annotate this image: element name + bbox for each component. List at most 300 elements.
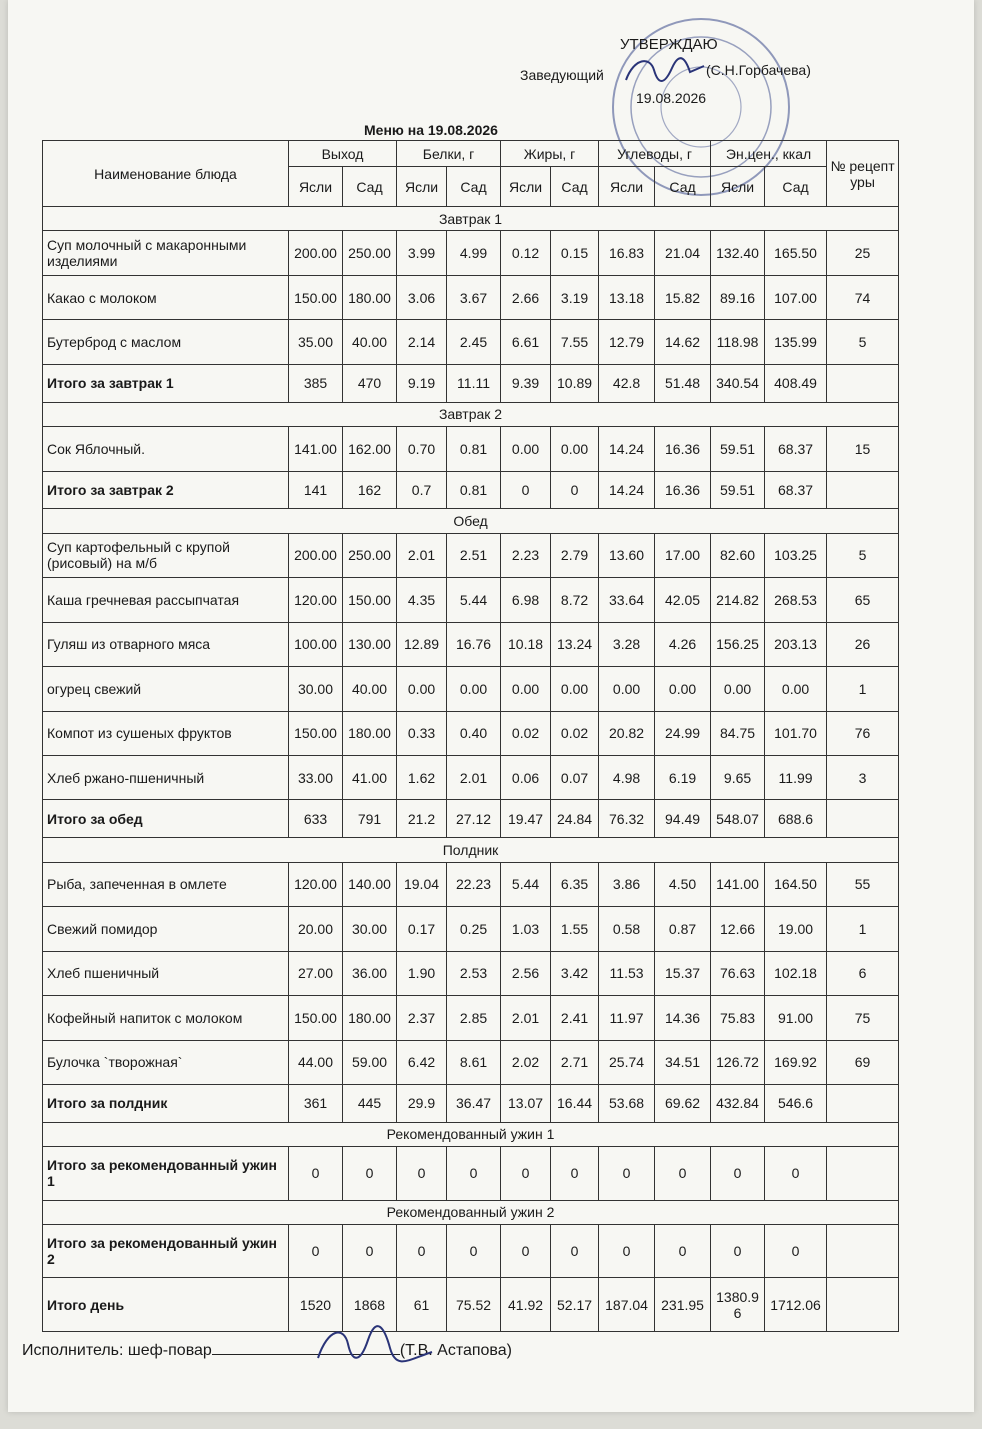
value-cell: 4.26 — [655, 622, 711, 666]
value-cell: 4.50 — [655, 862, 711, 906]
value-cell: 6.35 — [551, 862, 599, 906]
value-cell: 0 — [711, 1225, 765, 1278]
value-cell: 0.40 — [447, 711, 501, 755]
value-cell: 2.71 — [551, 1040, 599, 1084]
dish-name: Хлеб пшеничный — [43, 951, 289, 995]
dish-name: Булочка `творожная` — [43, 1040, 289, 1084]
value-cell: 2.41 — [551, 996, 599, 1040]
value-cell: 0.7 — [397, 471, 447, 509]
value-cell: 0 — [765, 1147, 827, 1200]
value-cell: 150.00 — [343, 578, 397, 622]
value-cell: 791 — [343, 800, 397, 838]
value-cell: 4.98 — [599, 756, 655, 800]
value-cell: 68.37 — [765, 471, 827, 509]
value-cell: 187.04 — [599, 1278, 655, 1332]
col-energy-garden: Сад — [765, 167, 827, 207]
value-cell: 25.74 — [599, 1040, 655, 1084]
value-cell: 0.00 — [711, 667, 765, 711]
value-cell: 44.00 — [289, 1040, 343, 1084]
dish-name: Хлеб ржано-пшеничный — [43, 756, 289, 800]
value-cell: 0 — [551, 1147, 599, 1200]
section-row — [43, 838, 899, 862]
value-cell: 0.07 — [551, 756, 599, 800]
value-cell: 0.33 — [397, 711, 447, 755]
value-cell: 36.47 — [447, 1084, 501, 1122]
value-cell: 2.66 — [501, 275, 551, 319]
value-cell: 59.00 — [343, 1040, 397, 1084]
value-cell: 0 — [289, 1147, 343, 1200]
total-row — [43, 800, 899, 838]
value-cell: 3.67 — [447, 275, 501, 319]
value-cell: 2.01 — [397, 533, 447, 577]
value-cell — [827, 471, 899, 509]
value-cell: 89.16 — [711, 275, 765, 319]
dish-name: Суп молочный с макаронными изделиями — [43, 231, 289, 275]
section-row — [43, 1200, 899, 1224]
value-cell: 180.00 — [343, 996, 397, 1040]
value-cell — [827, 1084, 899, 1122]
value-cell: 120.00 — [289, 862, 343, 906]
value-cell: 5.44 — [501, 862, 551, 906]
value-cell: 200.00 — [289, 533, 343, 577]
value-cell: 231.95 — [655, 1278, 711, 1332]
value-cell: 214.82 — [711, 578, 765, 622]
value-cell: 41.92 — [501, 1278, 551, 1332]
value-cell: 1.62 — [397, 756, 447, 800]
value-cell: 15.37 — [655, 951, 711, 995]
value-cell: 22.23 — [447, 862, 501, 906]
value-cell: 340.54 — [711, 364, 765, 402]
value-cell: 140.00 — [343, 862, 397, 906]
menu-sheet — [8, 0, 974, 1412]
value-cell: 0 — [551, 1225, 599, 1278]
value-cell: 103.25 — [765, 533, 827, 577]
value-cell: 4.99 — [447, 231, 501, 275]
value-cell: 82.60 — [711, 533, 765, 577]
value-cell: 42.05 — [655, 578, 711, 622]
total-row — [43, 1225, 899, 1278]
value-cell: 0.58 — [599, 907, 655, 951]
value-cell: 126.72 — [711, 1040, 765, 1084]
value-cell: 548.07 — [711, 800, 765, 838]
value-cell: 16.76 — [447, 622, 501, 666]
table-row — [43, 667, 899, 711]
value-cell: 59.51 — [711, 427, 765, 471]
value-cell: 2.51 — [447, 533, 501, 577]
value-cell: 10.18 — [501, 622, 551, 666]
value-cell: 130.00 — [343, 622, 397, 666]
value-cell: 2.56 — [501, 951, 551, 995]
table-row — [43, 231, 899, 275]
value-cell: 91.00 — [765, 996, 827, 1040]
col-energy-nursery: Ясли — [711, 167, 765, 207]
value-cell: 470 — [343, 364, 397, 402]
value-cell: 0.70 — [397, 427, 447, 471]
value-cell: 30.00 — [289, 667, 343, 711]
col-dish: Наименование блюда — [43, 141, 289, 207]
value-cell: 0.00 — [501, 427, 551, 471]
dish-name: Итого за рекомендованный ужин 1 — [43, 1147, 289, 1200]
value-cell: 361 — [289, 1084, 343, 1122]
dish-name: Каша гречневая рассыпчатая — [43, 578, 289, 622]
value-cell: 688.6 — [765, 800, 827, 838]
dish-name: Компот из сушеных фруктов — [43, 711, 289, 755]
value-cell: 180.00 — [343, 711, 397, 755]
dish-name: Итого день — [43, 1278, 289, 1332]
value-cell: 5 — [827, 320, 899, 364]
value-cell: 25 — [827, 231, 899, 275]
value-cell: 0.15 — [551, 231, 599, 275]
value-cell: 84.75 — [711, 711, 765, 755]
value-cell: 3.42 — [551, 951, 599, 995]
value-cell: 0 — [599, 1225, 655, 1278]
value-cell: 21.04 — [655, 231, 711, 275]
table-row — [43, 711, 899, 755]
value-cell: 14.24 — [599, 471, 655, 509]
value-cell: 27.00 — [289, 951, 343, 995]
value-cell: 0 — [343, 1147, 397, 1200]
value-cell: 2.79 — [551, 533, 599, 577]
dish-name: Итого за завтрак 2 — [43, 471, 289, 509]
value-cell: 0.17 — [397, 907, 447, 951]
value-cell: 3.28 — [599, 622, 655, 666]
col-energy: Эн.цен., ккал — [711, 141, 827, 167]
value-cell: 19.00 — [765, 907, 827, 951]
value-cell: 12.79 — [599, 320, 655, 364]
col-output-nursery: Ясли — [289, 167, 343, 207]
value-cell: 10.89 — [551, 364, 599, 402]
value-cell: 0.81 — [447, 427, 501, 471]
dish-name: Какао с молоком — [43, 275, 289, 319]
value-cell: 6.61 — [501, 320, 551, 364]
value-cell: 3.99 — [397, 231, 447, 275]
section-title: Рекомендованный ужин 2 — [43, 1200, 899, 1224]
value-cell: 12.66 — [711, 907, 765, 951]
value-cell — [827, 1147, 899, 1200]
value-cell: 0.25 — [447, 907, 501, 951]
value-cell: 250.00 — [343, 533, 397, 577]
section-row — [43, 207, 899, 231]
value-cell: 4.35 — [397, 578, 447, 622]
dish-name: Рыба, запеченная в омлете — [43, 862, 289, 906]
value-cell: 69 — [827, 1040, 899, 1084]
head-label: Заведующий — [520, 67, 604, 83]
value-cell: 0 — [343, 1225, 397, 1278]
value-cell: 8.61 — [447, 1040, 501, 1084]
value-cell: 0.02 — [501, 711, 551, 755]
value-cell: 53.68 — [599, 1084, 655, 1122]
value-cell: 102.18 — [765, 951, 827, 995]
col-output: Выход — [289, 141, 397, 167]
menu-table — [42, 140, 899, 1332]
value-cell: 24.99 — [655, 711, 711, 755]
value-cell: 0 — [599, 1147, 655, 1200]
value-cell: 33.00 — [289, 756, 343, 800]
value-cell: 76.63 — [711, 951, 765, 995]
value-cell: 0 — [655, 1225, 711, 1278]
value-cell: 16.36 — [655, 427, 711, 471]
dish-name: Суп картофельный с крупой (рисовый) на м/б — [43, 533, 289, 577]
value-cell: 34.51 — [655, 1040, 711, 1084]
value-cell: 9.19 — [397, 364, 447, 402]
value-cell: 41.00 — [343, 756, 397, 800]
value-cell: 0 — [501, 1147, 551, 1200]
value-cell: 11.99 — [765, 756, 827, 800]
dish-name: Итого за полдник — [43, 1084, 289, 1122]
value-cell: 19.47 — [501, 800, 551, 838]
value-cell: 0 — [397, 1225, 447, 1278]
value-cell: 164.50 — [765, 862, 827, 906]
value-cell: 1520 — [289, 1278, 343, 1332]
value-cell: 2.02 — [501, 1040, 551, 1084]
value-cell: 1868 — [343, 1278, 397, 1332]
menu-title: Меню на 19.08.2026 — [364, 122, 498, 138]
section-title: Завтрак 2 — [43, 402, 899, 426]
value-cell: 13.24 — [551, 622, 599, 666]
section-title: Полдник — [43, 838, 899, 862]
value-cell: 0 — [765, 1225, 827, 1278]
value-cell: 2.53 — [447, 951, 501, 995]
value-cell: 24.84 — [551, 800, 599, 838]
value-cell — [827, 800, 899, 838]
value-cell: 0 — [501, 1225, 551, 1278]
value-cell: 11.97 — [599, 996, 655, 1040]
value-cell: 100.00 — [289, 622, 343, 666]
value-cell: 11.11 — [447, 364, 501, 402]
value-cell: 200.00 — [289, 231, 343, 275]
value-cell: 75 — [827, 996, 899, 1040]
table-row — [43, 907, 899, 951]
value-cell: 0.00 — [501, 667, 551, 711]
value-cell: 68.37 — [765, 427, 827, 471]
value-cell: 162 — [343, 471, 397, 509]
value-cell: 2.01 — [501, 996, 551, 1040]
value-cell: 14.24 — [599, 427, 655, 471]
executor-label: Исполнитель: шеф-повар — [22, 1342, 212, 1359]
value-cell: 0.00 — [397, 667, 447, 711]
value-cell: 76 — [827, 711, 899, 755]
dish-name: огурец свежий — [43, 667, 289, 711]
approve-date: 19.08.2026 — [636, 90, 707, 106]
value-cell: 0.02 — [551, 711, 599, 755]
value-cell: 40.00 — [343, 320, 397, 364]
value-cell: 203.13 — [765, 622, 827, 666]
value-cell — [827, 1225, 899, 1278]
value-cell — [827, 1278, 899, 1332]
value-cell: 250.00 — [343, 231, 397, 275]
total-row — [43, 1278, 899, 1332]
total-row — [43, 1147, 899, 1200]
value-cell: 107.00 — [765, 275, 827, 319]
value-cell: 141.00 — [289, 427, 343, 471]
value-cell: 2.37 — [397, 996, 447, 1040]
value-cell: 150.00 — [289, 275, 343, 319]
value-cell: 156.25 — [711, 622, 765, 666]
value-cell: 2.45 — [447, 320, 501, 364]
value-cell: 65 — [827, 578, 899, 622]
value-cell: 74 — [827, 275, 899, 319]
value-cell: 8.72 — [551, 578, 599, 622]
col-fats-nursery: Ясли — [501, 167, 551, 207]
value-cell: 13.60 — [599, 533, 655, 577]
value-cell: 268.53 — [765, 578, 827, 622]
value-cell: 5.44 — [447, 578, 501, 622]
table-row — [43, 320, 899, 364]
value-cell: 7.55 — [551, 320, 599, 364]
value-cell: 16.44 — [551, 1084, 599, 1122]
col-proteins-nursery: Ясли — [397, 167, 447, 207]
value-cell: 0 — [447, 1147, 501, 1200]
value-cell: 180.00 — [343, 275, 397, 319]
value-cell: 0 — [655, 1147, 711, 1200]
value-cell: 3.19 — [551, 275, 599, 319]
total-row — [43, 471, 899, 509]
dish-name: Свежий помидор — [43, 907, 289, 951]
table-row — [43, 275, 899, 319]
value-cell: 141 — [289, 471, 343, 509]
value-cell: 29.9 — [397, 1084, 447, 1122]
table-row — [43, 622, 899, 666]
value-cell: 9.65 — [711, 756, 765, 800]
dish-name: Итого за завтрак 1 — [43, 364, 289, 402]
value-cell: 94.49 — [655, 800, 711, 838]
value-cell: 13.07 — [501, 1084, 551, 1122]
value-cell: 0.00 — [551, 427, 599, 471]
value-cell: 1380.96 — [711, 1278, 765, 1332]
value-cell: 0.81 — [447, 471, 501, 509]
menu-body — [43, 207, 899, 1332]
value-cell: 13.18 — [599, 275, 655, 319]
value-cell: 6.19 — [655, 756, 711, 800]
col-carbs: Углеводы, г — [599, 141, 711, 167]
value-cell: 546.6 — [765, 1084, 827, 1122]
value-cell: 1 — [827, 907, 899, 951]
section-row — [43, 509, 899, 533]
value-cell: 55 — [827, 862, 899, 906]
dish-name: Итого за рекомендованный ужин 2 — [43, 1225, 289, 1278]
value-cell: 408.49 — [765, 364, 827, 402]
value-cell: 6 — [827, 951, 899, 995]
value-cell: 132.40 — [711, 231, 765, 275]
value-cell: 2.14 — [397, 320, 447, 364]
value-cell: 14.36 — [655, 996, 711, 1040]
value-cell: 0.00 — [447, 667, 501, 711]
value-cell: 1.90 — [397, 951, 447, 995]
section-title: Завтрак 1 — [43, 207, 899, 231]
col-proteins-garden: Сад — [447, 167, 501, 207]
col-output-garden: Сад — [343, 167, 397, 207]
value-cell: 33.64 — [599, 578, 655, 622]
executor-name: (Т.В. Астапова) — [399, 1342, 512, 1359]
value-cell: 21.2 — [397, 800, 447, 838]
col-carbs-nursery: Ясли — [599, 167, 655, 207]
value-cell: 445 — [343, 1084, 397, 1122]
value-cell: 0.06 — [501, 756, 551, 800]
value-cell: 385 — [289, 364, 343, 402]
col-recipe: № рецептуры — [827, 141, 899, 207]
value-cell: 26 — [827, 622, 899, 666]
col-carbs-garden: Сад — [655, 167, 711, 207]
value-cell: 11.53 — [599, 951, 655, 995]
value-cell: 0.12 — [501, 231, 551, 275]
signature-line — [212, 1340, 400, 1355]
value-cell: 101.70 — [765, 711, 827, 755]
dish-name: Сок Яблочный. — [43, 427, 289, 471]
value-cell: 0.87 — [655, 907, 711, 951]
value-cell: 2.23 — [501, 533, 551, 577]
value-cell: 0 — [447, 1225, 501, 1278]
col-fats: Жиры, г — [501, 141, 599, 167]
value-cell: 40.00 — [343, 667, 397, 711]
value-cell: 3 — [827, 756, 899, 800]
value-cell: 52.17 — [551, 1278, 599, 1332]
value-cell: 5 — [827, 533, 899, 577]
value-cell: 2.01 — [447, 756, 501, 800]
section-title: Обед — [43, 509, 899, 533]
value-cell: 0.00 — [599, 667, 655, 711]
value-cell: 3.06 — [397, 275, 447, 319]
table-row — [43, 427, 899, 471]
dish-name: Бутерброд с маслом — [43, 320, 289, 364]
value-cell: 15.82 — [655, 275, 711, 319]
table-row — [43, 996, 899, 1040]
value-cell: 0.00 — [551, 667, 599, 711]
total-row — [43, 1084, 899, 1122]
approve-label: УТВЕРЖДАЮ — [620, 36, 718, 53]
value-cell: 0.00 — [655, 667, 711, 711]
value-cell: 432.84 — [711, 1084, 765, 1122]
value-cell: 165.50 — [765, 231, 827, 275]
value-cell: 0 — [551, 471, 599, 509]
value-cell: 15 — [827, 427, 899, 471]
value-cell: 27.12 — [447, 800, 501, 838]
value-cell: 20.82 — [599, 711, 655, 755]
value-cell: 0 — [397, 1147, 447, 1200]
total-row — [43, 364, 899, 402]
value-cell: 12.89 — [397, 622, 447, 666]
value-cell: 35.00 — [289, 320, 343, 364]
value-cell: 118.98 — [711, 320, 765, 364]
value-cell: 59.51 — [711, 471, 765, 509]
dish-name: Гуляш из отварного мяса — [43, 622, 289, 666]
table-row — [43, 862, 899, 906]
section-title: Рекомендованный ужин 1 — [43, 1122, 899, 1146]
table-row — [43, 578, 899, 622]
table-row — [43, 951, 899, 995]
value-cell: 2.85 — [447, 996, 501, 1040]
value-cell: 51.48 — [655, 364, 711, 402]
value-cell: 150.00 — [289, 711, 343, 755]
value-cell: 150.00 — [289, 996, 343, 1040]
value-cell: 42.8 — [599, 364, 655, 402]
value-cell: 162.00 — [343, 427, 397, 471]
value-cell: 17.00 — [655, 533, 711, 577]
section-row — [43, 1122, 899, 1146]
value-cell: 20.00 — [289, 907, 343, 951]
value-cell: 6.42 — [397, 1040, 447, 1084]
value-cell: 16.36 — [655, 471, 711, 509]
value-cell: 9.39 — [501, 364, 551, 402]
value-cell: 0.00 — [765, 667, 827, 711]
value-cell: 0 — [501, 471, 551, 509]
value-cell: 135.99 — [765, 320, 827, 364]
value-cell: 1.55 — [551, 907, 599, 951]
value-cell: 1 — [827, 667, 899, 711]
dish-name: Итого за обед — [43, 800, 289, 838]
section-row — [43, 402, 899, 426]
value-cell: 69.62 — [655, 1084, 711, 1122]
value-cell: 633 — [289, 800, 343, 838]
